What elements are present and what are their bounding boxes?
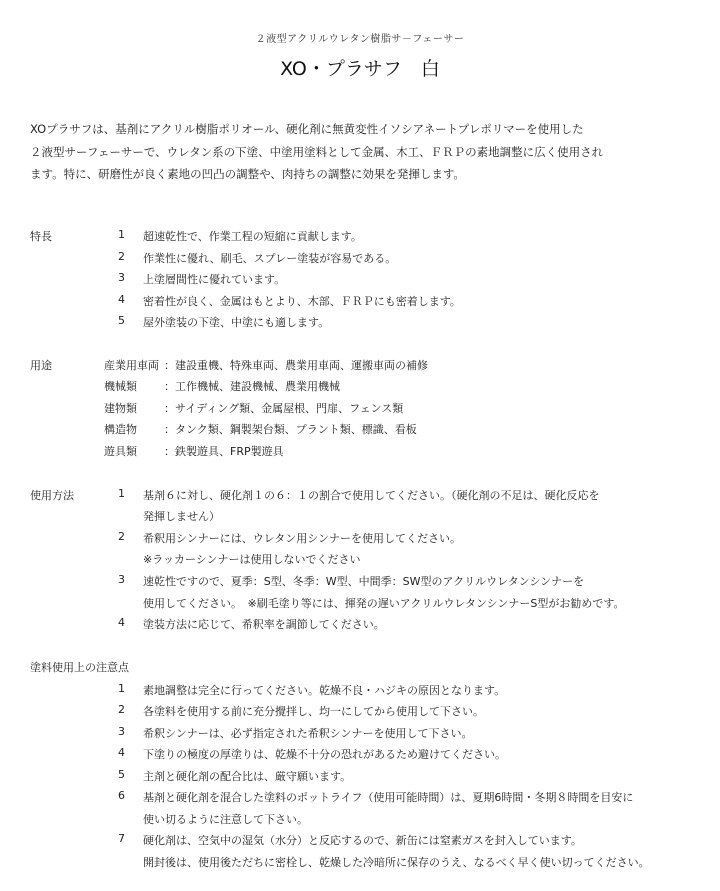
item-text: 上塗層間性に優れています。 (143, 273, 286, 286)
item-number: 3 (118, 271, 125, 284)
item-number: 3 (118, 725, 125, 738)
use-detail: ：鉄製遊具、FRP製遊具 (164, 445, 284, 458)
item-text: 密着性が良く、金属はもとより、木部、ＦＲＰにも密着します。 (143, 295, 461, 308)
item-number: 5 (118, 768, 125, 781)
item-text: 希釈用シンナーには、ウレタン用シンナーを使用してください。 (143, 532, 462, 545)
cautions-label: 塗料使用上の注意点 (30, 661, 129, 674)
features-label: 特長 (30, 230, 52, 243)
intro-line: ２液型サーフェーサーで、ウレタン系の下塗、中塗用塗料として金属、木工、ＦＲＰの素地調整に広く使用され (30, 144, 604, 159)
item-text: 超速乾性で、作業工程の短縮に貢献します。 (143, 230, 362, 243)
item-text: 基剤６に対し、硬化剤１の６：１の割合で使用してください。（硬化剤の不足は、硬化反応を (143, 489, 600, 502)
item-number: 5 (118, 314, 125, 327)
intro-line: XOプラサフは、基剤にアクリル樹脂ポリオール、硬化剤に無黄変性イソシアネートプレポリマーを使用した (30, 122, 584, 136)
product-title: XO・プラサフ 白 (280, 58, 440, 80)
item-text: 希釈シンナーは、必ず指定された希釈シンナーを使用して下さい。 (143, 727, 473, 740)
intro-line: ます。特に、研磨性が良く素地の凹凸の調整や、肉持ちの調整に効果を発揮します。 (30, 167, 465, 181)
item-number: 1 (118, 682, 125, 695)
item-text: 素地調整は完全に行ってください。乾燥不良・ハジキの原因となります。 (143, 684, 506, 697)
use-category: 産業用車両 (104, 359, 159, 372)
item-text: 各塗料を使用する前に充分攪拌し、均一にしてから使用して下さい。 (143, 705, 484, 718)
item-number: 2 (118, 703, 125, 716)
use-category: 機械類 (104, 380, 137, 393)
use-detail: ：サイディング類、金属屋根、門扉、フェンス類 (164, 402, 404, 415)
item-text: 下塗りの極度の厚塗りは、乾燥不十分の恐れがあるため避けてください。 (143, 748, 506, 761)
item-text: 硬化剤は、空気中の湿気（水分）と反応するので、新缶には窒素ガスを封入しています。 (143, 834, 582, 847)
uses-label: 用途 (30, 359, 52, 372)
use-detail: ：タンク類、鋼製架台類、プラント類、標識、看板 (164, 423, 417, 436)
product-subtitle: ２液型アクリルウレタン樹脂サ－フェーサー (255, 34, 465, 45)
item-text: 塗装方法に応じて、希釈率を調節してください。 (143, 618, 385, 631)
intro-paragraph (30, 118, 700, 186)
item-number: 1 (118, 487, 125, 500)
item-text: 発揮しません） (143, 510, 220, 523)
item-number: 1 (118, 228, 125, 241)
use-category: 遊具類 (104, 445, 137, 458)
item-number: 7 (118, 832, 125, 845)
item-number: 4 (118, 746, 125, 759)
item-text: 使い切るように注意して下さい。 (143, 813, 308, 826)
item-text: 使用してください。 ※刷毛塗り等には、揮発の遅いアクリルウレタンシンナーS型がお勧めです。 (143, 597, 625, 610)
item-number: 4 (118, 293, 125, 306)
item-text: ※ラッカーシンナーは使用しないでください (143, 553, 361, 566)
item-text: 屋外塗装の下塗、中塗にも適します。 (143, 316, 330, 329)
item-number: 2 (118, 250, 125, 263)
item-text: 作業性に優れ、刷毛、スプレー塗装が容易である。 (143, 252, 397, 265)
item-text: 速乾性ですので、夏季：S型、冬季：W型、中間季：SW型のアクリルウレタンシンナーを (143, 575, 585, 588)
method-label: 使用方法 (30, 489, 74, 502)
use-category: 構造物 (104, 423, 137, 436)
item-text: 開封後は、使用後ただちに密栓し、乾燥した冷暗所に保存のうえ、なるべく早く使い切ってください。 (143, 856, 650, 869)
use-detail: ：工作機械、建設機械、農業用機械 (164, 380, 340, 393)
item-number: 4 (118, 616, 125, 629)
use-detail: ：建設重機、特殊車両、農業用車両、運搬車両の補修 (164, 359, 428, 372)
item-text: 主剤と硬化剤の配合比は、厳守願います。 (143, 770, 352, 783)
use-category: 建物類 (104, 402, 137, 415)
item-text: 基剤と硬化剤を混合した塗料のポットライフ（使用可能時間）は、夏期6時間・冬期８時間を目安に (143, 791, 634, 804)
item-number: 3 (118, 573, 125, 586)
item-number: 2 (118, 530, 125, 543)
item-number: 6 (118, 789, 125, 802)
